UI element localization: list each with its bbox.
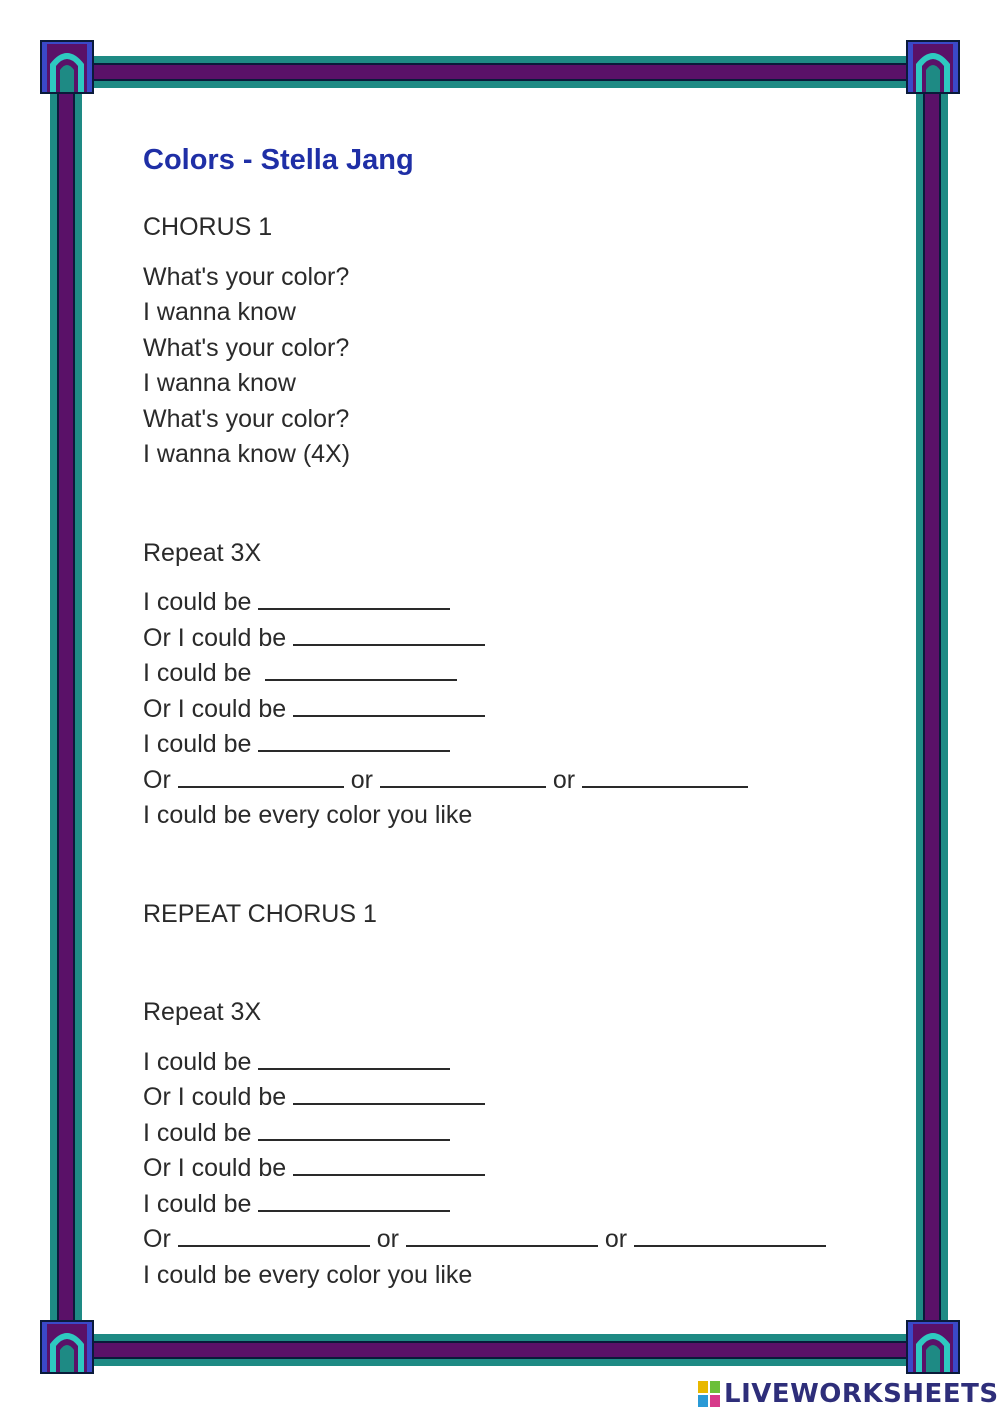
lyric-text: Or I could be [143,694,287,723]
section2-line [143,1187,903,1223]
answer-blank[interactable] [258,1048,450,1070]
section1-line [143,621,903,657]
answer-blank[interactable] [293,624,485,646]
section2-line [143,1045,903,1081]
section2-line [143,1116,903,1152]
worksheet-content [143,140,903,1293]
answer-blank[interactable] [178,766,344,788]
lyric-text: Or [143,765,171,794]
chorus-line: What's your color? [143,404,350,433]
corner-ornament-icon [906,1320,960,1374]
chorus-line: What's your color? [143,333,350,362]
answer-blank[interactable] [582,766,748,788]
answer-blank[interactable] [406,1225,598,1247]
section1-line [143,763,903,799]
answer-blank[interactable] [258,730,450,752]
lyric-text: Or I could be [143,1083,287,1111]
chorus-line: I wanna know [143,298,296,326]
section1-line [143,727,903,763]
section1-line: I could be every color you like [143,801,473,829]
section2-heading: Repeat 3X [143,998,262,1026]
answer-blank[interactable] [265,659,457,681]
answer-blank[interactable] [293,695,485,717]
lyric-text: Or [143,1225,171,1253]
section2-line: I could be every color you like [143,1260,473,1289]
repeat-chorus-heading: REPEAT CHORUS 1 [143,899,377,928]
lyric-text: Or I could be [143,1154,287,1182]
lyric-text: I could be [143,588,252,616]
bottom-border [62,1334,938,1368]
answer-blank[interactable] [293,1083,485,1105]
corner-ornament-icon [906,40,960,94]
lyric-text: or [604,1225,628,1253]
answer-blank[interactable] [380,766,546,788]
lyric-text: Or I could be [143,623,287,652]
liveworksheets-logo[interactable] [698,1377,999,1411]
section1-line [143,692,903,728]
lyric-text: or [376,1225,399,1253]
answer-blank[interactable] [178,1225,370,1247]
brand-name: LIVEWORKSHEETS [724,1379,999,1409]
lyric-text: or [552,765,576,794]
section1-line [143,656,903,692]
lyric-text: I could be [143,730,252,758]
corner-ornament-icon [40,1320,94,1374]
lyric-text: I could be [143,1118,252,1147]
section1-line [143,585,903,621]
section2-line [143,1151,903,1187]
answer-blank[interactable] [258,1119,450,1141]
top-border [62,56,938,90]
chorus-line: What's your color? [143,262,350,291]
section2-line [143,1080,903,1116]
chorus-line: I wanna know [143,369,296,397]
lyric-text: I could be [143,659,252,687]
answer-blank[interactable] [258,1190,450,1212]
page-title: Colors - Stella Jang [143,144,414,176]
left-border [50,62,84,1352]
right-border [916,62,950,1352]
answer-blank[interactable] [634,1225,826,1247]
answer-blank[interactable] [258,588,450,610]
chorus-heading: CHORUS 1 [143,213,273,241]
liveworksheets-logo-icon [698,1381,720,1407]
section1-heading: Repeat 3X [143,538,262,567]
chorus-line: I wanna know (4X) [143,440,351,468]
lyric-text: I could be [143,1189,252,1218]
answer-blank[interactable] [293,1154,485,1176]
lyric-text: or [350,765,373,794]
lyric-text: I could be [143,1047,252,1076]
section2-line [143,1222,903,1258]
corner-ornament-icon [40,40,94,94]
